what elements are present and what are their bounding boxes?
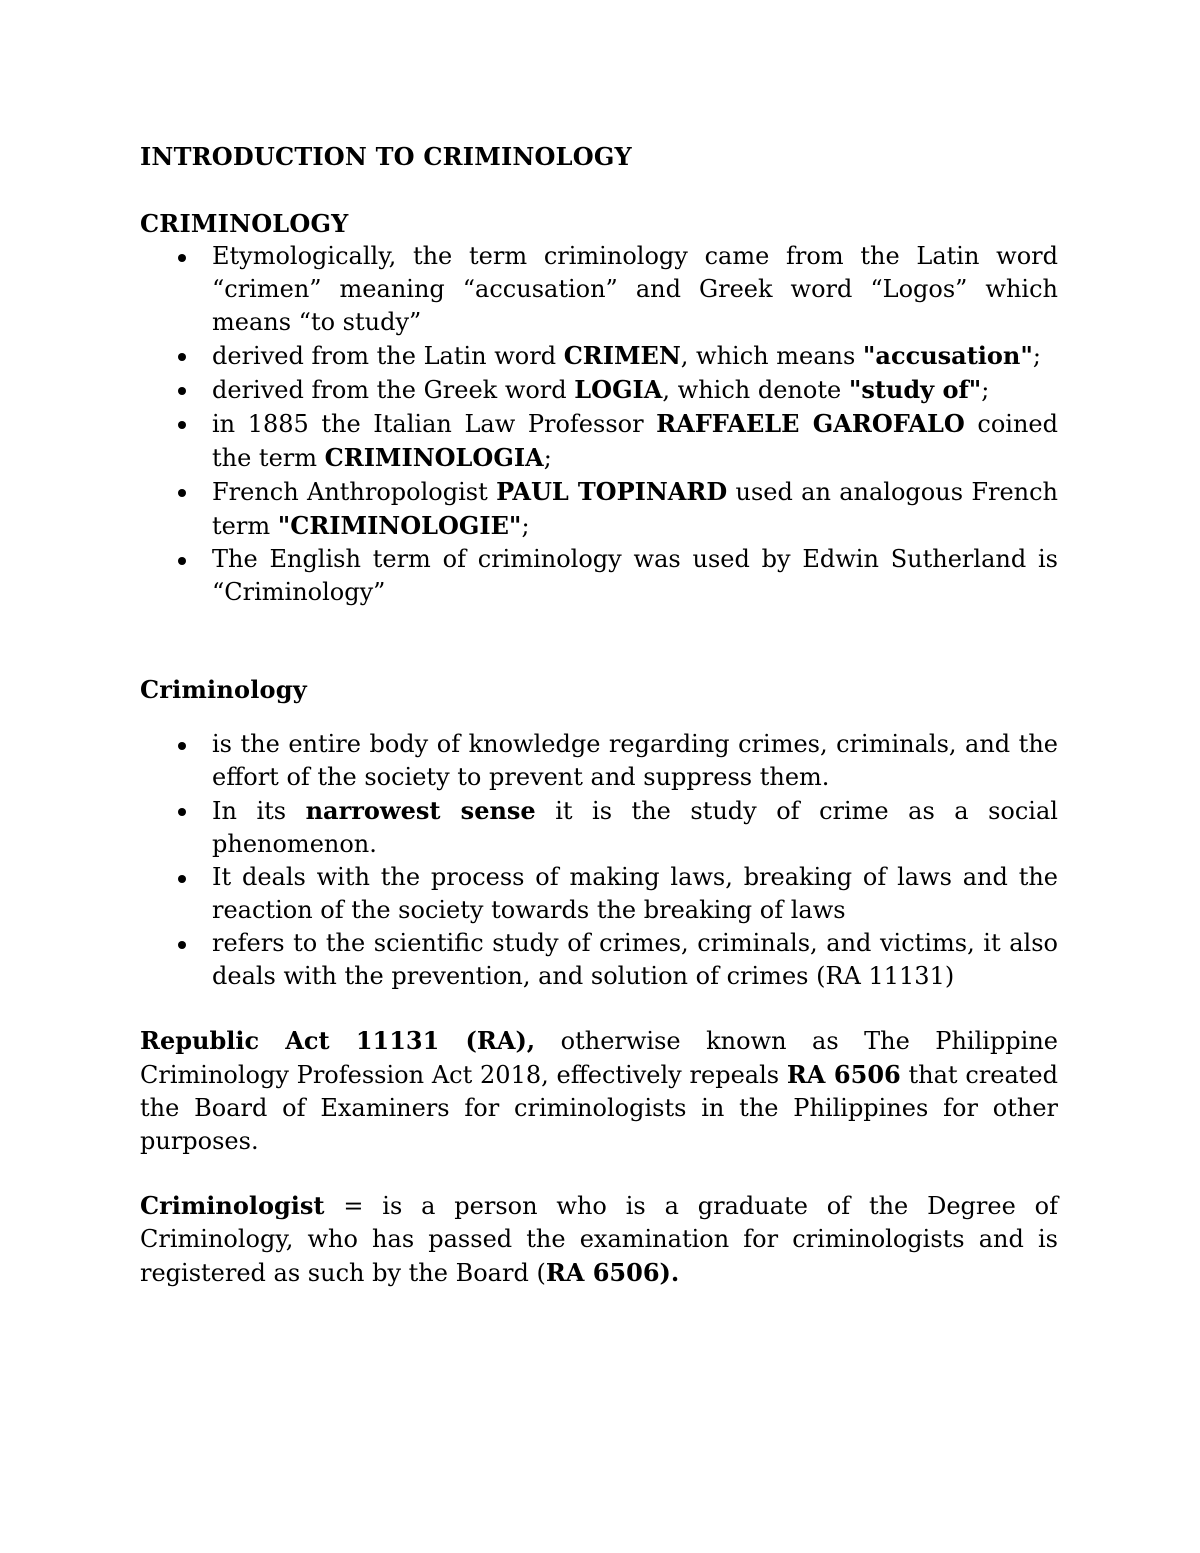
paragraph-text: otherwise known as The Philippine Criminology Profession Act 2018, effectively repeals [140,1027,1059,1089]
list-item-text: used an analogous French term [212,478,1059,540]
bold-term: "study of" [848,375,982,404]
list-item-text: ; [543,444,552,472]
list-item-text: French Anthropologist [212,478,497,506]
bullet-icon [178,808,186,816]
list-item-text: coined the term [212,410,1058,472]
bullet-icon [178,489,186,497]
bullet-icon [178,387,186,395]
bullet-icon [178,941,186,949]
bold-term: PAUL TOPINARD [496,477,728,506]
list-item [140,339,1058,373]
bold-term: Republic Act 11131 (RA), [140,1026,536,1055]
bold-term: Criminologist [140,1191,325,1220]
list-item-text: It deals with the process of making laws, breaking of laws and the reaction of the society towards the breaking of laws [212,863,1058,924]
bold-term: RAFFAELE GAROFALO [656,409,965,438]
list-item [140,927,1058,993]
bold-term: CRIMEN [563,341,681,370]
list-item [140,240,1058,339]
list-item-text: refers to the scientific study of crimes, criminals, and victims, it also deals with the prevention, and solution of crimes (RA 11131) [212,929,1058,990]
bullet-icon [178,421,186,429]
list-item [140,794,1058,861]
list-item-text: is the entire body of knowledge regarding crimes, criminals, and the effort of the society to prevent and suppress them. [212,730,1058,791]
paragraph-text: that created the Board of Examiners for criminologists in the Philippines for other purposes. [140,1061,1058,1155]
list-item-text: ; [1032,342,1041,370]
bullet-icon [178,557,186,565]
bullet-icon [178,875,186,883]
list-item-text: ; [981,376,990,404]
list-item-text: derived from the Greek word [212,376,575,404]
bold-term: "accusation" [862,341,1033,370]
bold-term: "CRIMINOLOGIE" [277,511,522,540]
list-item-text: in 1885 the Italian Law Professor [212,410,657,438]
bold-term: CRIMINOLOGIA [324,443,544,472]
list-item-text: Etymologically, the term criminology came from the Latin word “crimen” meaning “accusation” and Greek word “Logos” which means “to study” [212,242,1058,336]
bold-term: RA 6506 [786,1060,901,1089]
etymology-bullet-list [140,240,1058,609]
list-item [140,373,1058,407]
bold-term: narrowest sense [305,796,536,825]
republic-act-paragraph [140,1024,1058,1158]
list-item-text: ; [521,512,530,540]
list-item-text: , which means [680,342,863,370]
bullet-icon [178,742,186,750]
paragraph-text: = is a person who is a graduate of the Degree of Criminology, who has passed the examination for criminologists and is registered as such by the Board ( [140,1192,1058,1287]
definition-bullet-list [140,728,1058,993]
list-item-text: The English term of criminology was used by Edwin Sutherland is “Criminology” [212,545,1058,606]
bold-term: LOGIA [574,375,663,404]
list-item-text: In its [212,797,306,825]
list-item [140,543,1058,609]
list-item-text: derived from the Latin word [212,342,564,370]
list-item-text: it is the study of crime as a social phenomenon. [212,797,1058,858]
section-heading-criminology: CRIMINOLOGY [140,209,349,238]
bullet-icon [178,254,186,262]
bold-term: RA 6506). [545,1258,680,1287]
list-item [140,475,1058,543]
bullet-icon [178,353,186,361]
document-page [140,140,1058,1290]
document-title: INTRODUCTION TO CRIMINOLOGY [140,142,632,171]
list-item [140,861,1058,927]
list-item [140,407,1058,475]
section-heading-criminology-definition: Criminology [140,675,307,704]
criminologist-definition-paragraph [140,1189,1058,1290]
list-item-text: , which denote [662,376,849,404]
list-item [140,728,1058,794]
